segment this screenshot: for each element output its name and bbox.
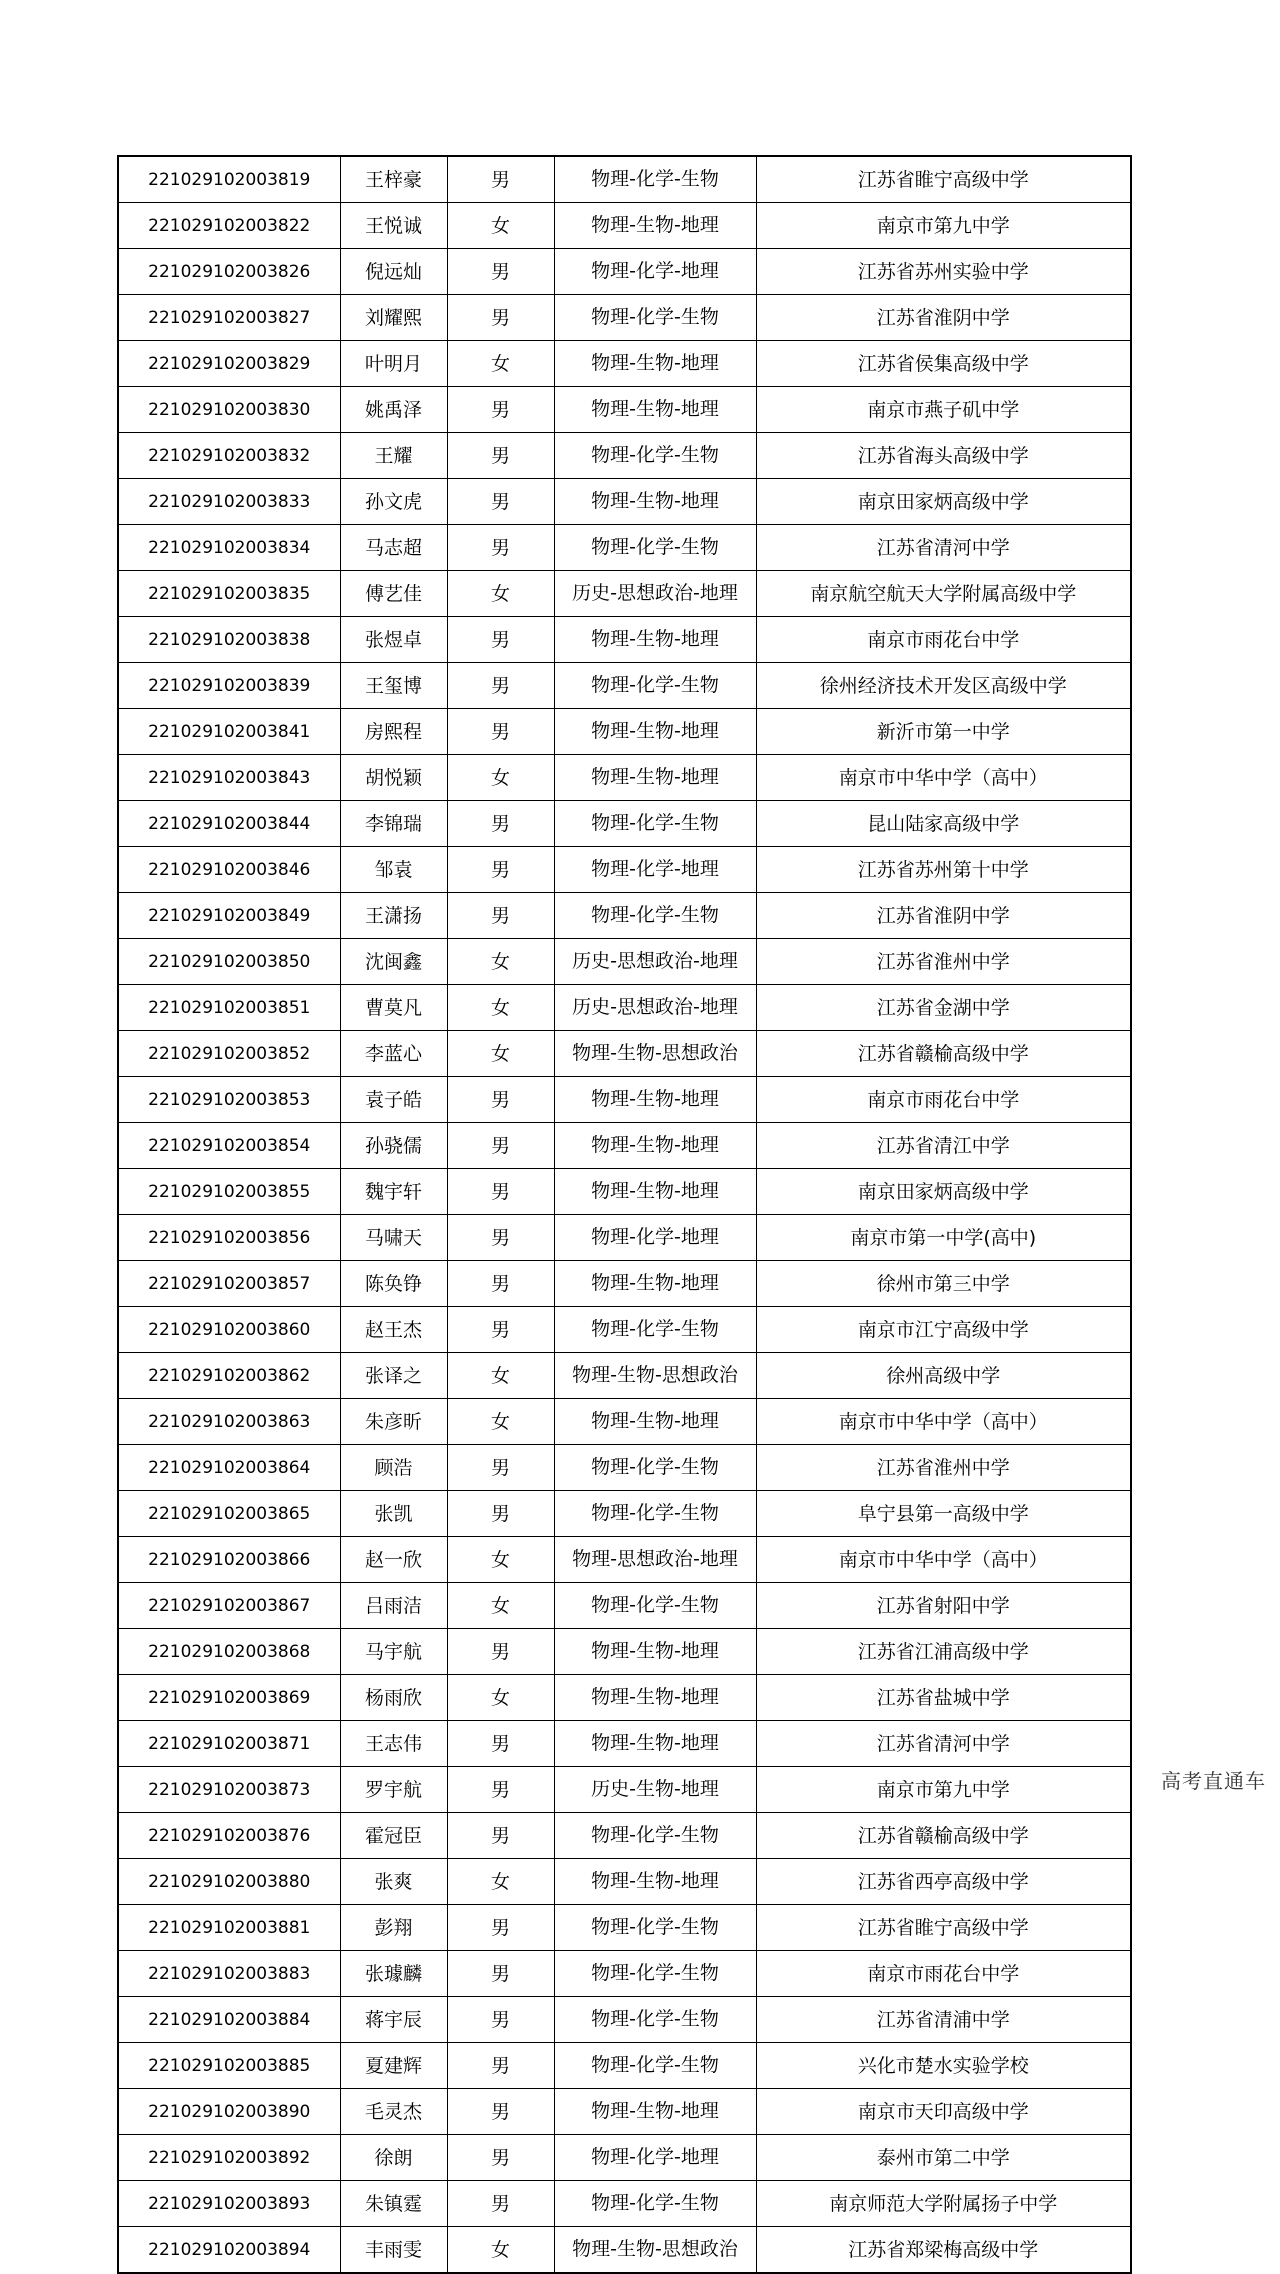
subject-combination-cell: 物理-生物-地理: [554, 2089, 756, 2135]
gender-cell: 男: [447, 1123, 554, 1169]
school-cell: 江苏省海头高级中学: [756, 433, 1131, 479]
student-name-cell: 张璩麟: [340, 1951, 447, 1997]
school-cell: 南京市中华中学（高中）: [756, 1537, 1131, 1583]
gender-cell: 男: [447, 617, 554, 663]
student-name-cell: 夏建辉: [340, 2043, 447, 2089]
student-id-cell: 221029102003829: [118, 341, 340, 387]
table-row: [118, 709, 1131, 755]
table-row: [118, 433, 1131, 479]
table-row: [118, 1307, 1131, 1353]
student-name-cell: 倪远灿: [340, 249, 447, 295]
subject-combination-cell: 物理-化学-生物: [554, 1491, 756, 1537]
table-row: [118, 249, 1131, 295]
table-row: [118, 341, 1131, 387]
table-row: [118, 2043, 1131, 2089]
student-id-cell: 221029102003853: [118, 1077, 340, 1123]
gender-cell: 女: [447, 571, 554, 617]
student-name-cell: 马啸天: [340, 1215, 447, 1261]
student-id-cell: 221029102003860: [118, 1307, 340, 1353]
student-name-cell: 胡悦颖: [340, 755, 447, 801]
student-id-cell: 221029102003881: [118, 1905, 340, 1951]
student-id-cell: 221029102003832: [118, 433, 340, 479]
table-row: [118, 1629, 1131, 1675]
student-name-cell: 霍冠臣: [340, 1813, 447, 1859]
gender-cell: 女: [447, 341, 554, 387]
table-row: [118, 156, 1131, 203]
gender-cell: 女: [447, 1859, 554, 1905]
table-row: [118, 847, 1131, 893]
table-row: [118, 1215, 1131, 1261]
table-row: [118, 985, 1131, 1031]
subject-combination-cell: 物理-化学-地理: [554, 2135, 756, 2181]
student-id-cell: 221029102003857: [118, 1261, 340, 1307]
school-cell: 江苏省苏州第十中学: [756, 847, 1131, 893]
student-name-cell: 徐朗: [340, 2135, 447, 2181]
table-row: [118, 2089, 1131, 2135]
student-id-cell: 221029102003890: [118, 2089, 340, 2135]
subject-combination-cell: 物理-化学-生物: [554, 2043, 756, 2089]
student-name-cell: 顾浩: [340, 1445, 447, 1491]
subject-combination-cell: 物理-化学-生物: [554, 1813, 756, 1859]
student-name-cell: 丰雨雯: [340, 2227, 447, 2274]
school-cell: 江苏省金湖中学: [756, 985, 1131, 1031]
school-cell: 南京市雨花台中学: [756, 1951, 1131, 1997]
table-row: [118, 1997, 1131, 2043]
school-cell: 徐州高级中学: [756, 1353, 1131, 1399]
table-row: [118, 1813, 1131, 1859]
gender-cell: 男: [447, 1491, 554, 1537]
student-name-cell: 吕雨洁: [340, 1583, 447, 1629]
gender-cell: 女: [447, 203, 554, 249]
table-row: [118, 1491, 1131, 1537]
gender-cell: 男: [447, 2043, 554, 2089]
student-id-cell: 221029102003869: [118, 1675, 340, 1721]
gender-cell: 男: [447, 663, 554, 709]
school-cell: 江苏省赣榆高级中学: [756, 1031, 1131, 1077]
school-cell: 江苏省淮州中学: [756, 939, 1131, 985]
student-name-cell: 孙文虎: [340, 479, 447, 525]
table-row: [118, 479, 1131, 525]
school-cell: 南京市天印高级中学: [756, 2089, 1131, 2135]
table-row: [118, 2227, 1131, 2274]
gender-cell: 女: [447, 1031, 554, 1077]
table-row: [118, 1031, 1131, 1077]
student-name-cell: 王玺博: [340, 663, 447, 709]
student-id-cell: 221029102003863: [118, 1399, 340, 1445]
student-name-cell: 魏宇轩: [340, 1169, 447, 1215]
student-id-cell: 221029102003894: [118, 2227, 340, 2274]
student-name-cell: 李锦瑞: [340, 801, 447, 847]
student-name-cell: 刘耀熙: [340, 295, 447, 341]
subject-combination-cell: 物理-化学-生物: [554, 1307, 756, 1353]
school-cell: 江苏省江浦高级中学: [756, 1629, 1131, 1675]
student-table: [117, 155, 1132, 2274]
subject-combination-cell: 物理-化学-生物: [554, 1997, 756, 2043]
subject-combination-cell: 物理-生物-地理: [554, 1859, 756, 1905]
student-name-cell: 朱彦昕: [340, 1399, 447, 1445]
table-row: [118, 1905, 1131, 1951]
school-cell: 南京市江宁高级中学: [756, 1307, 1131, 1353]
subject-combination-cell: 物理-化学-生物: [554, 156, 756, 203]
subject-combination-cell: 物理-化学-生物: [554, 1951, 756, 1997]
table-row: [118, 295, 1131, 341]
gender-cell: 男: [447, 1261, 554, 1307]
subject-combination-cell: 物理-化学-生物: [554, 663, 756, 709]
subject-combination-cell: 物理-化学-生物: [554, 1583, 756, 1629]
subject-combination-cell: 物理-化学-生物: [554, 893, 756, 939]
student-id-cell: 221029102003835: [118, 571, 340, 617]
subject-combination-cell: 物理-化学-生物: [554, 2181, 756, 2227]
table-row: [118, 1445, 1131, 1491]
gender-cell: 男: [447, 295, 554, 341]
student-name-cell: 朱镇霆: [340, 2181, 447, 2227]
gender-cell: 男: [447, 433, 554, 479]
student-id-cell: 221029102003862: [118, 1353, 340, 1399]
table-row: [118, 1859, 1131, 1905]
table-row: [118, 1261, 1131, 1307]
student-name-cell: 邹袁: [340, 847, 447, 893]
student-id-cell: 221029102003865: [118, 1491, 340, 1537]
student-id-cell: 221029102003852: [118, 1031, 340, 1077]
school-cell: 江苏省淮州中学: [756, 1445, 1131, 1491]
student-name-cell: 叶明月: [340, 341, 447, 387]
table-row: [118, 1951, 1131, 1997]
subject-combination-cell: 历史-思想政治-地理: [554, 939, 756, 985]
student-id-cell: 221029102003873: [118, 1767, 340, 1813]
subject-combination-cell: 物理-化学-生物: [554, 433, 756, 479]
school-cell: 江苏省清浦中学: [756, 1997, 1131, 2043]
gender-cell: 男: [447, 2181, 554, 2227]
student-id-cell: 221029102003855: [118, 1169, 340, 1215]
student-name-cell: 彭翔: [340, 1905, 447, 1951]
gender-cell: 男: [447, 2135, 554, 2181]
student-name-cell: 沈闽鑫: [340, 939, 447, 985]
student-id-cell: 221029102003884: [118, 1997, 340, 2043]
subject-combination-cell: 物理-生物-地理: [554, 617, 756, 663]
student-id-cell: 221029102003846: [118, 847, 340, 893]
student-id-cell: 221029102003834: [118, 525, 340, 571]
table-row: [118, 1123, 1131, 1169]
school-cell: 南京市第九中学: [756, 1767, 1131, 1813]
gender-cell: 男: [447, 847, 554, 893]
school-cell: 江苏省睢宁高级中学: [756, 156, 1131, 203]
table-row: [118, 2135, 1131, 2181]
school-cell: 泰州市第二中学: [756, 2135, 1131, 2181]
student-name-cell: 姚禹泽: [340, 387, 447, 433]
school-cell: 南京田家炳高级中学: [756, 479, 1131, 525]
subject-combination-cell: 物理-生物-思想政治: [554, 1031, 756, 1077]
student-name-cell: 罗宇航: [340, 1767, 447, 1813]
school-cell: 江苏省盐城中学: [756, 1675, 1131, 1721]
table-row: [118, 663, 1131, 709]
student-name-cell: 张爽: [340, 1859, 447, 1905]
gender-cell: 女: [447, 1675, 554, 1721]
subject-combination-cell: 物理-生物-地理: [554, 479, 756, 525]
subject-combination-cell: 物理-生物-地理: [554, 1629, 756, 1675]
subject-combination-cell: 物理-化学-生物: [554, 295, 756, 341]
subject-combination-cell: 物理-化学-地理: [554, 847, 756, 893]
subject-combination-cell: 物理-化学-地理: [554, 1215, 756, 1261]
student-name-cell: 张凯: [340, 1491, 447, 1537]
student-id-cell: 221029102003830: [118, 387, 340, 433]
student-name-cell: 王志伟: [340, 1721, 447, 1767]
subject-combination-cell: 历史-生物-地理: [554, 1767, 756, 1813]
gender-cell: 男: [447, 1629, 554, 1675]
table-body: [118, 156, 1131, 2273]
gender-cell: 男: [447, 1721, 554, 1767]
gender-cell: 男: [447, 1997, 554, 2043]
gender-cell: 男: [447, 1215, 554, 1261]
student-id-cell: 221029102003866: [118, 1537, 340, 1583]
student-name-cell: 张译之: [340, 1353, 447, 1399]
student-id-cell: 221029102003892: [118, 2135, 340, 2181]
subject-combination-cell: 物理-生物-地理: [554, 1077, 756, 1123]
student-id-cell: 221029102003871: [118, 1721, 340, 1767]
table-row: [118, 525, 1131, 571]
table-row: [118, 203, 1131, 249]
student-name-cell: 蒋宇辰: [340, 1997, 447, 2043]
subject-combination-cell: 物理-生物-地理: [554, 1721, 756, 1767]
table-row: [118, 617, 1131, 663]
school-cell: 南京市燕子矶中学: [756, 387, 1131, 433]
school-cell: 南京田家炳高级中学: [756, 1169, 1131, 1215]
school-cell: 江苏省西亭高级中学: [756, 1859, 1131, 1905]
student-id-cell: 221029102003893: [118, 2181, 340, 2227]
school-cell: 南京市第一中学(高中): [756, 1215, 1131, 1261]
table-row: [118, 1399, 1131, 1445]
school-cell: 江苏省清河中学: [756, 1721, 1131, 1767]
student-name-cell: 陈奂铮: [340, 1261, 447, 1307]
student-id-cell: 221029102003883: [118, 1951, 340, 1997]
table-row: [118, 939, 1131, 985]
school-cell: 江苏省清河中学: [756, 525, 1131, 571]
table-row: [118, 801, 1131, 847]
student-name-cell: 马宇航: [340, 1629, 447, 1675]
gender-cell: 女: [447, 1399, 554, 1445]
school-cell: 南京市雨花台中学: [756, 1077, 1131, 1123]
student-id-cell: 221029102003876: [118, 1813, 340, 1859]
gender-cell: 男: [447, 249, 554, 295]
school-cell: 江苏省睢宁高级中学: [756, 1905, 1131, 1951]
student-id-cell: 221029102003827: [118, 295, 340, 341]
student-id-cell: 221029102003843: [118, 755, 340, 801]
subject-combination-cell: 物理-化学-生物: [554, 1905, 756, 1951]
student-name-cell: 张煜卓: [340, 617, 447, 663]
student-id-cell: 221029102003868: [118, 1629, 340, 1675]
school-cell: 江苏省苏州实验中学: [756, 249, 1131, 295]
table-row: [118, 1077, 1131, 1123]
gender-cell: 男: [447, 1077, 554, 1123]
table-row: [118, 1721, 1131, 1767]
subject-combination-cell: 物理-生物-地理: [554, 1399, 756, 1445]
gender-cell: 女: [447, 2227, 554, 2274]
student-name-cell: 房熙程: [340, 709, 447, 755]
gender-cell: 男: [447, 525, 554, 571]
student-id-cell: 221029102003867: [118, 1583, 340, 1629]
student-id-cell: 221029102003839: [118, 663, 340, 709]
subject-combination-cell: 物理-思想政治-地理: [554, 1537, 756, 1583]
school-cell: 新沂市第一中学: [756, 709, 1131, 755]
table-row: [118, 1537, 1131, 1583]
student-id-cell: 221029102003826: [118, 249, 340, 295]
school-cell: 徐州市第三中学: [756, 1261, 1131, 1307]
school-cell: 江苏省淮阴中学: [756, 295, 1131, 341]
student-name-cell: 曹莫凡: [340, 985, 447, 1031]
gender-cell: 男: [447, 387, 554, 433]
student-id-cell: 221029102003864: [118, 1445, 340, 1491]
student-name-cell: 袁子皓: [340, 1077, 447, 1123]
school-cell: 江苏省赣榆高级中学: [756, 1813, 1131, 1859]
gender-cell: 男: [447, 1169, 554, 1215]
student-name-cell: 王耀: [340, 433, 447, 479]
student-id-cell: 221029102003854: [118, 1123, 340, 1169]
table-row: [118, 1169, 1131, 1215]
school-cell: 南京市中华中学（高中）: [756, 755, 1131, 801]
subject-combination-cell: 物理-化学-生物: [554, 525, 756, 571]
student-id-cell: 221029102003841: [118, 709, 340, 755]
gender-cell: 男: [447, 709, 554, 755]
subject-combination-cell: 物理-生物-地理: [554, 387, 756, 433]
gender-cell: 男: [447, 1905, 554, 1951]
school-cell: 昆山陆家高级中学: [756, 801, 1131, 847]
student-name-cell: 孙骁儒: [340, 1123, 447, 1169]
student-id-cell: 221029102003838: [118, 617, 340, 663]
school-cell: 南京市第九中学: [756, 203, 1131, 249]
school-cell: 阜宁县第一高级中学: [756, 1491, 1131, 1537]
subject-combination-cell: 物理-化学-生物: [554, 1445, 756, 1491]
subject-combination-cell: 物理-生物-地理: [554, 709, 756, 755]
student-name-cell: 王潇扬: [340, 893, 447, 939]
student-id-cell: 221029102003849: [118, 893, 340, 939]
subject-combination-cell: 物理-生物-思想政治: [554, 2227, 756, 2274]
gender-cell: 女: [447, 939, 554, 985]
gender-cell: 男: [447, 1767, 554, 1813]
subject-combination-cell: 物理-生物-地理: [554, 203, 756, 249]
student-name-cell: 毛灵杰: [340, 2089, 447, 2135]
gender-cell: 男: [447, 1307, 554, 1353]
table-row: [118, 387, 1131, 433]
table-row: [118, 1583, 1131, 1629]
school-cell: 南京市中华中学（高中）: [756, 1399, 1131, 1445]
subject-combination-cell: 物理-生物-地理: [554, 1123, 756, 1169]
school-cell: 南京市雨花台中学: [756, 617, 1131, 663]
gender-cell: 男: [447, 1813, 554, 1859]
subject-combination-cell: 物理-化学-地理: [554, 249, 756, 295]
school-cell: 江苏省侯集高级中学: [756, 341, 1131, 387]
student-id-cell: 221029102003844: [118, 801, 340, 847]
gender-cell: 女: [447, 985, 554, 1031]
student-id-cell: 221029102003850: [118, 939, 340, 985]
table-row: [118, 571, 1131, 617]
subject-combination-cell: 物理-生物-思想政治: [554, 1353, 756, 1399]
subject-combination-cell: 物理-生物-地理: [554, 1261, 756, 1307]
school-cell: 南京师范大学附属扬子中学: [756, 2181, 1131, 2227]
table-row: [118, 1353, 1131, 1399]
subject-combination-cell: 历史-思想政治-地理: [554, 985, 756, 1031]
subject-combination-cell: 物理-生物-地理: [554, 341, 756, 387]
gender-cell: 男: [447, 156, 554, 203]
student-id-cell: 221029102003851: [118, 985, 340, 1031]
student-name-cell: 王梓豪: [340, 156, 447, 203]
gender-cell: 男: [447, 1951, 554, 1997]
student-name-cell: 傅艺佳: [340, 571, 447, 617]
school-cell: 兴化市楚水实验学校: [756, 2043, 1131, 2089]
gender-cell: 男: [447, 2089, 554, 2135]
student-id-cell: 221029102003856: [118, 1215, 340, 1261]
watermark-text: 高考直通车: [1161, 1769, 1266, 1793]
gender-cell: 男: [447, 1445, 554, 1491]
subject-combination-cell: 历史-思想政治-地理: [554, 571, 756, 617]
table-row: [118, 755, 1131, 801]
subject-combination-cell: 物理-生物-地理: [554, 1675, 756, 1721]
student-id-cell: 221029102003833: [118, 479, 340, 525]
subject-combination-cell: 物理-生物-地理: [554, 755, 756, 801]
student-name-cell: 杨雨欣: [340, 1675, 447, 1721]
student-id-cell: 221029102003822: [118, 203, 340, 249]
table-row: [118, 1675, 1131, 1721]
table-row: [118, 1767, 1131, 1813]
gender-cell: 男: [447, 801, 554, 847]
gender-cell: 男: [447, 893, 554, 939]
school-cell: 江苏省郑梁梅高级中学: [756, 2227, 1131, 2274]
student-name-cell: 赵王杰: [340, 1307, 447, 1353]
school-cell: 江苏省淮阴中学: [756, 893, 1131, 939]
school-cell: 江苏省清江中学: [756, 1123, 1131, 1169]
student-name-cell: 王悦诚: [340, 203, 447, 249]
student-id-cell: 221029102003819: [118, 156, 340, 203]
student-name-cell: 马志超: [340, 525, 447, 571]
student-id-cell: 221029102003885: [118, 2043, 340, 2089]
student-name-cell: 赵一欣: [340, 1537, 447, 1583]
table-row: [118, 2181, 1131, 2227]
table-row: [118, 893, 1131, 939]
student-id-cell: 221029102003880: [118, 1859, 340, 1905]
gender-cell: 女: [447, 1353, 554, 1399]
gender-cell: 女: [447, 755, 554, 801]
student-name-cell: 李蓝心: [340, 1031, 447, 1077]
school-cell: 徐州经济技术开发区高级中学: [756, 663, 1131, 709]
school-cell: 江苏省射阳中学: [756, 1583, 1131, 1629]
gender-cell: 女: [447, 1537, 554, 1583]
school-cell: 南京航空航天大学附属高级中学: [756, 571, 1131, 617]
gender-cell: 男: [447, 479, 554, 525]
subject-combination-cell: 物理-化学-生物: [554, 801, 756, 847]
subject-combination-cell: 物理-生物-地理: [554, 1169, 756, 1215]
gender-cell: 女: [447, 1583, 554, 1629]
